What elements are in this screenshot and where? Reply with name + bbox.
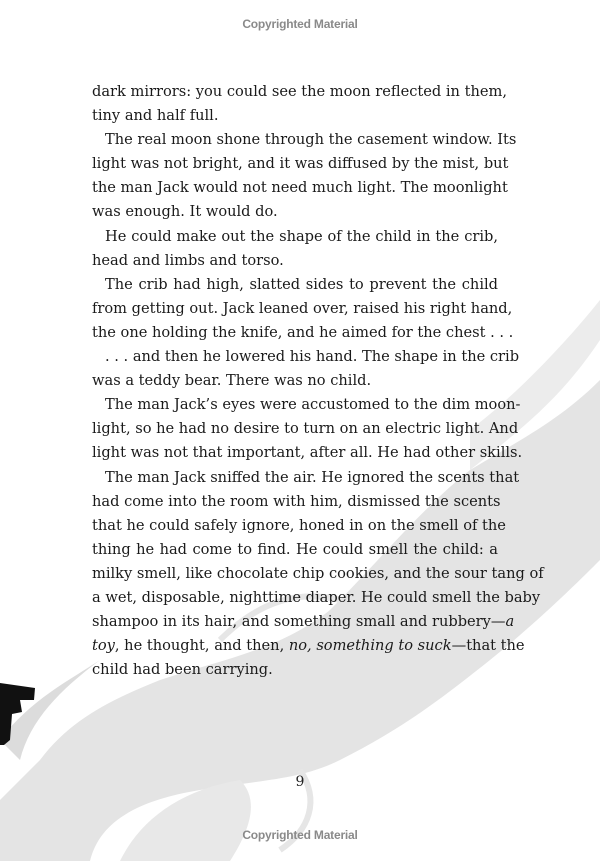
text-segment: —that the xyxy=(451,637,525,655)
text-line xyxy=(92,441,523,465)
italic-text: no, something to suck xyxy=(288,637,452,655)
text-line xyxy=(92,297,513,321)
text-line xyxy=(92,417,519,441)
text-line xyxy=(92,586,541,610)
text-segment: was a teddy bear. There was no child. xyxy=(92,372,372,390)
text-line xyxy=(92,538,498,562)
text-line xyxy=(92,610,515,634)
copyright-watermark-top: Copyrighted Material xyxy=(242,17,358,31)
text-segment: head and limbs and torso. xyxy=(92,251,284,269)
text-segment: was enough. It would do. xyxy=(92,203,278,221)
text-segment: thing he had come to find. He could smell the child: a xyxy=(92,540,498,558)
text-segment: had come into the room with him, dismissed the scents xyxy=(92,492,501,510)
text-segment: the man Jack would not need much light. The moonlight xyxy=(92,179,508,197)
text-line xyxy=(92,152,509,176)
text-segment: , he thought, and then, xyxy=(114,637,289,655)
text-segment: tiny and half full. xyxy=(92,107,219,125)
text-line xyxy=(92,658,498,682)
text-line xyxy=(92,80,507,104)
text-segment: The real moon shone through the casement window. Its xyxy=(105,131,517,149)
text-segment: from getting out. Jack leaned over, raised his right hand, xyxy=(92,299,513,317)
text-line xyxy=(92,321,514,345)
text-segment: milky smell, like chocolate chip cookies, and the sour tang of xyxy=(92,564,544,582)
text-segment: The man Jack’s eyes were accustomed to the dim moon- xyxy=(105,396,521,414)
text-line xyxy=(92,369,498,393)
text-line xyxy=(92,225,498,249)
text-segment: the one holding the knife, and he aimed for the chest . . . xyxy=(92,323,514,341)
text-line xyxy=(92,176,508,200)
page-number: 9 xyxy=(295,774,305,790)
text-line xyxy=(92,634,525,658)
text-segment: shampoo in its hair, and something small and rubbery— xyxy=(92,613,506,631)
text-line xyxy=(92,273,498,297)
text-segment: light was not that important, after all. He had other skills. xyxy=(92,444,523,462)
copyright-watermark-bottom: Copyrighted Material xyxy=(242,828,358,842)
text-line xyxy=(92,562,544,586)
text-line xyxy=(92,249,498,273)
text-line xyxy=(92,104,498,128)
text-line xyxy=(92,466,520,490)
text-segment: dark mirrors: you could see the moon reflected in them, xyxy=(92,83,507,100)
text-line xyxy=(92,200,498,224)
text-segment: a wet, disposable, nighttime diaper. He could smell the baby xyxy=(92,588,541,606)
text-segment: light was not bright, and it was diffused by the mist, but xyxy=(92,155,509,173)
text-segment: child had been carrying. xyxy=(92,661,273,679)
text-segment: light, so he had no desire to turn on an electric light. And xyxy=(92,420,519,438)
text-segment: The crib had high, slatted sides to prevent the child xyxy=(105,275,498,293)
text-line xyxy=(92,490,501,514)
book-page-text xyxy=(92,80,544,682)
text-segment: that he could safely ignore, honed in on the smell of the xyxy=(92,516,506,534)
text-segment: The man Jack sniffed the air. He ignored the scents that xyxy=(105,468,520,486)
text-segment: . . . and then he lowered his hand. The shape in the crib xyxy=(105,348,520,366)
text-line xyxy=(92,128,517,152)
italic-text: toy xyxy=(92,637,115,655)
text-segment: He could make out the shape of the child in the crib, xyxy=(105,227,498,245)
text-line xyxy=(92,393,521,417)
italic-text: a xyxy=(505,613,515,631)
text-line xyxy=(92,514,506,538)
text-line xyxy=(92,345,520,369)
